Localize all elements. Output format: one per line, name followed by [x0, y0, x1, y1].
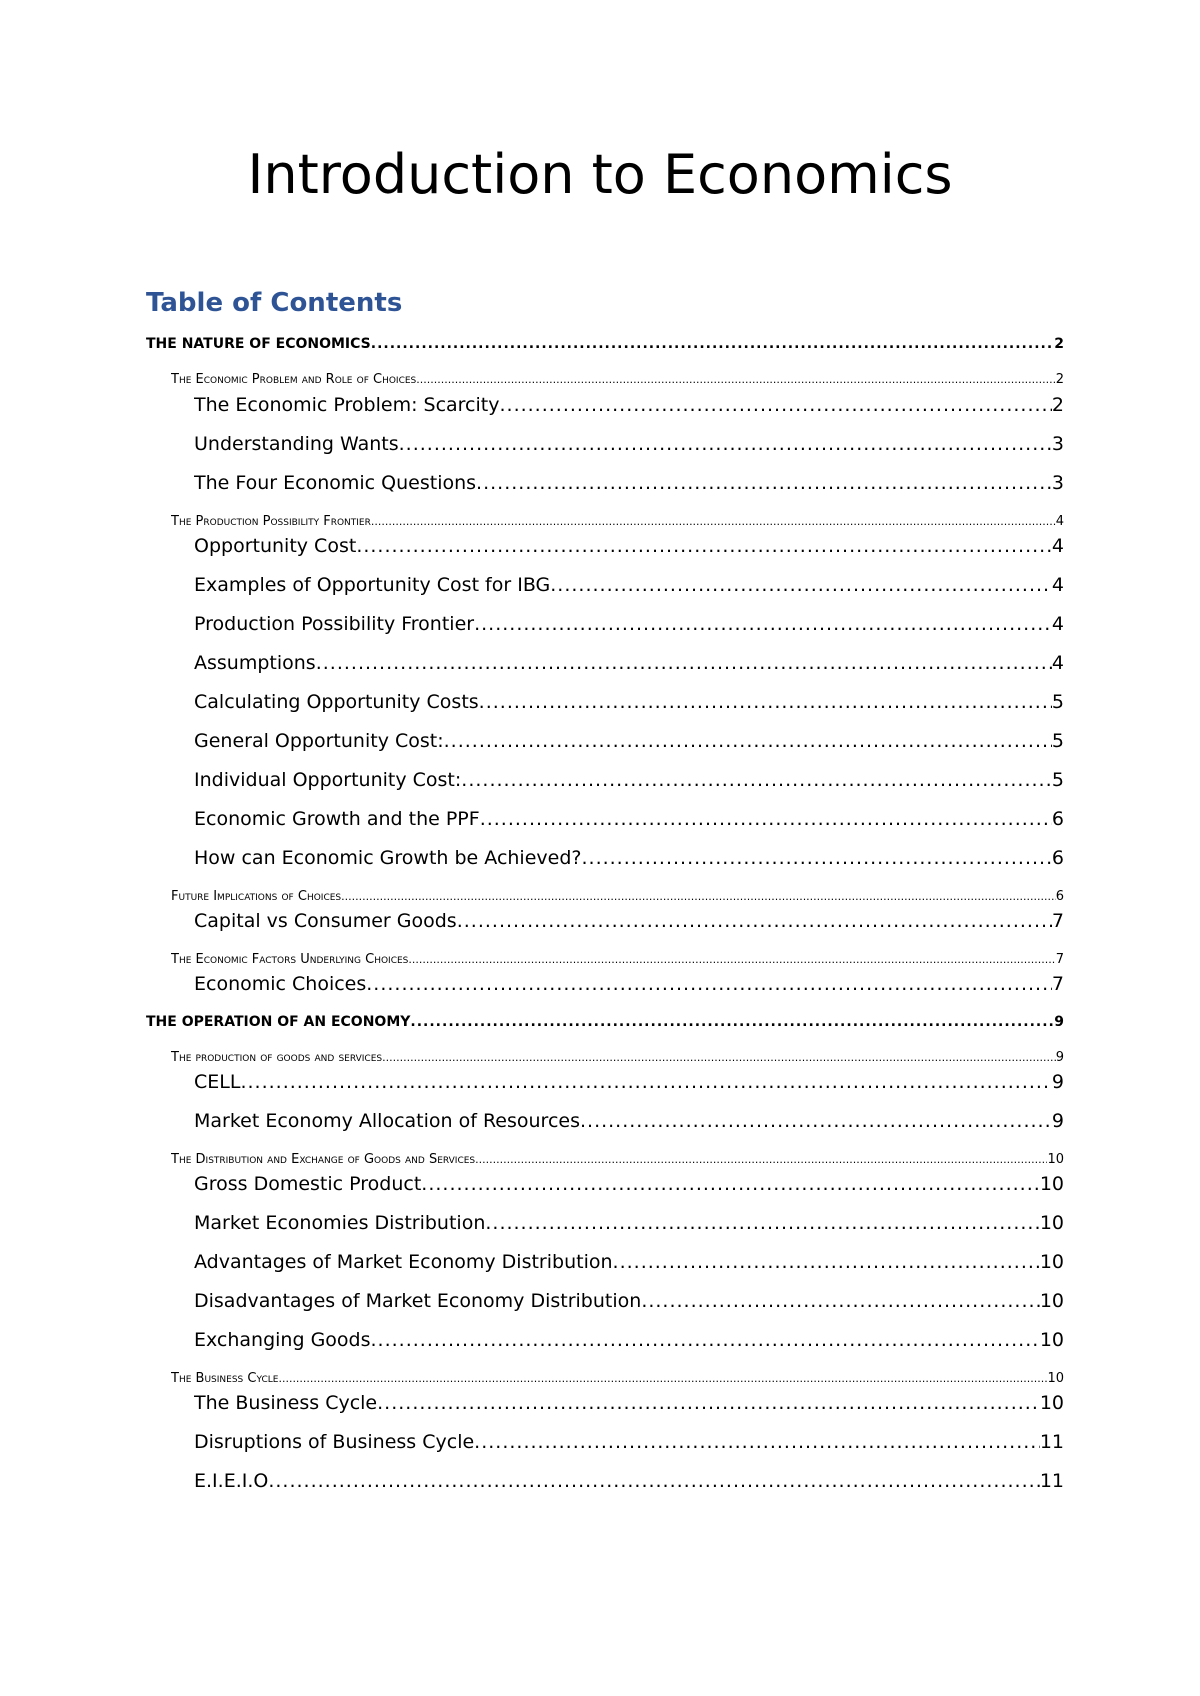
- toc-dot-leader: [316, 650, 1052, 676]
- toc-entry-title: E.I.E.I.O: [194, 1470, 269, 1492]
- toc-page-number: 9: [1055, 1050, 1064, 1065]
- toc-entry-title: Calculating Opportunity Costs: [194, 691, 479, 713]
- toc-entry-title: Exchanging Goods: [194, 1329, 371, 1351]
- toc-page-number: 6: [1051, 847, 1064, 869]
- toc-page-number: 10: [1047, 1152, 1064, 1167]
- toc-entry-level2[interactable]: [171, 888, 1064, 906]
- toc-entry-level2[interactable]: [171, 1370, 1064, 1388]
- toc-page-number: 2: [1054, 336, 1064, 352]
- toc-page-number: 5: [1051, 769, 1064, 791]
- toc-page-number: 7: [1051, 973, 1064, 995]
- toc-page-number: 4: [1051, 535, 1064, 557]
- toc-dot-leader: [476, 470, 1052, 496]
- toc-entry-title: Examples of Opportunity Cost for IBG: [194, 574, 551, 596]
- toc-page-number: 11: [1039, 1470, 1064, 1492]
- toc-page-number: 9: [1054, 1014, 1064, 1030]
- toc-entry-level2[interactable]: [171, 371, 1064, 389]
- toc-dot-leader: [499, 392, 1051, 418]
- toc-entry-title: How can Economic Growth be Achieved?: [194, 847, 582, 869]
- toc-dot-leader: [461, 767, 1052, 793]
- toc-entry-title: Economic Choices: [194, 973, 367, 995]
- toc-page-number: 5: [1051, 691, 1064, 713]
- toc-entry-title: General Opportunity Cost:: [194, 730, 444, 752]
- toc-page-number: 11: [1039, 1431, 1064, 1453]
- toc-dot-leader: [410, 1012, 1054, 1032]
- toc-entry-title: The Economic Problem and Role of Choices: [171, 372, 417, 387]
- toc-entry-level3[interactable]: [194, 1390, 1064, 1416]
- toc-page-number: 2: [1051, 394, 1064, 416]
- toc-page-number: 10: [1039, 1173, 1064, 1195]
- toc-page-number: 3: [1051, 433, 1064, 455]
- toc-entry-title: The production of goods and services: [171, 1050, 383, 1065]
- toc-entry-level2[interactable]: [171, 1151, 1064, 1169]
- toc-entry-title: THE NATURE OF ECONOMICS: [146, 336, 371, 352]
- toc-entry-title: Economic Growth and the PPF: [194, 808, 480, 830]
- toc-entry-title: Gross Domestic Product: [194, 1173, 422, 1195]
- toc-dot-leader: [240, 1069, 1051, 1095]
- toc-dot-leader: [356, 533, 1052, 559]
- toc-entry-title: Disadvantages of Market Economy Distribution: [194, 1290, 642, 1312]
- toc-page-number: 9: [1051, 1110, 1064, 1132]
- document-title: Introduction to Economics: [247, 143, 953, 206]
- toc-page-number: 10: [1039, 1290, 1064, 1312]
- toc-entry-level2[interactable]: [171, 513, 1064, 531]
- toc-entry-title: Production Possibility Frontier: [194, 613, 475, 635]
- toc-dot-leader: [474, 611, 1052, 637]
- toc-page-number: 9: [1051, 1071, 1064, 1093]
- toc-entry-level3[interactable]: [194, 611, 1064, 637]
- toc-dot-leader: [480, 806, 1052, 832]
- toc-dot-leader: [366, 971, 1052, 997]
- toc-entry-level3[interactable]: [194, 1429, 1064, 1455]
- toc-entry-level3[interactable]: [194, 572, 1064, 598]
- toc-entry-title: Market Economies Distribution: [194, 1212, 486, 1234]
- toc-dot-leader: [641, 1288, 1040, 1314]
- toc-page-number: 6: [1055, 889, 1064, 904]
- toc-entry-level3[interactable]: [194, 1288, 1064, 1314]
- toc-entry-level3[interactable]: [194, 845, 1064, 871]
- toc-dot-leader: [613, 1249, 1040, 1275]
- toc-entry-level3[interactable]: [194, 431, 1064, 457]
- toc-page-number: 5: [1051, 730, 1064, 752]
- toc-dot-leader: [382, 1049, 1056, 1067]
- toc-dot-leader: [371, 1327, 1040, 1353]
- toc-entry-title: Opportunity Cost: [194, 535, 357, 557]
- toc-entry-level3[interactable]: [194, 908, 1064, 934]
- toc-dot-leader: [377, 1390, 1040, 1416]
- toc-page-number: 4: [1051, 613, 1064, 635]
- toc-dot-leader: [371, 513, 1056, 531]
- toc-entry-level3[interactable]: [194, 533, 1064, 559]
- toc-entry-level2[interactable]: [171, 1049, 1064, 1067]
- toc-entry-title: The Distribution and Exchange of Goods and Services: [171, 1152, 476, 1167]
- toc-entry-title: CELL: [194, 1071, 241, 1093]
- toc-dot-leader: [341, 888, 1056, 906]
- toc-entry-level3[interactable]: [194, 650, 1064, 676]
- toc-dot-leader: [408, 951, 1055, 969]
- toc-entry-level3[interactable]: [194, 728, 1064, 754]
- toc-entry-title: THE OPERATION OF AN ECONOMY: [146, 1014, 411, 1030]
- toc-page-number: 10: [1039, 1329, 1064, 1351]
- toc-dot-leader: [371, 334, 1054, 354]
- toc-dot-leader: [416, 371, 1055, 389]
- toc-entry-level1[interactable]: [146, 334, 1064, 354]
- toc-entry-level1[interactable]: [146, 1012, 1064, 1032]
- toc-entry-level3[interactable]: [194, 689, 1064, 715]
- toc-entry-title: Market Economy Allocation of Resources: [194, 1110, 580, 1132]
- toc-entry-title: The Economic Problem: Scarcity: [194, 394, 500, 416]
- toc-entry-level3[interactable]: [194, 971, 1064, 997]
- toc-dot-leader: [475, 1151, 1047, 1169]
- toc-page-number: 7: [1051, 910, 1064, 932]
- toc-entry-level3[interactable]: [194, 1249, 1064, 1275]
- toc-heading: Table of Contents: [146, 288, 403, 318]
- toc-entry-level2[interactable]: [171, 951, 1064, 969]
- toc-page-number: 2: [1055, 372, 1064, 387]
- toc-dot-leader: [474, 1429, 1040, 1455]
- toc-dot-leader: [457, 908, 1052, 934]
- toc-entry-level3[interactable]: [194, 1108, 1064, 1134]
- toc-entry-level3[interactable]: [194, 1327, 1064, 1353]
- toc-entry-title: Understanding Wants: [194, 433, 399, 455]
- toc-entry-title: Individual Opportunity Cost:: [194, 769, 462, 791]
- toc-dot-leader: [268, 1468, 1039, 1494]
- toc-dot-leader: [581, 845, 1051, 871]
- toc-entry-level3[interactable]: [194, 1210, 1064, 1236]
- toc-entry-level3[interactable]: [194, 767, 1064, 793]
- toc-page-number: 7: [1055, 952, 1064, 967]
- toc-entry-level3[interactable]: [194, 1468, 1064, 1494]
- toc-dot-leader: [399, 431, 1052, 457]
- toc-entry-title: The Four Economic Questions: [194, 472, 477, 494]
- toc-entry-title: The Production Possibility Frontier: [171, 514, 371, 529]
- toc-page-number: 10: [1039, 1251, 1064, 1273]
- toc-page-number: 4: [1055, 514, 1064, 529]
- toc-entry-title: Capital vs Consumer Goods: [194, 910, 457, 932]
- toc-page-number: 4: [1051, 574, 1064, 596]
- toc-entry-level3[interactable]: [194, 392, 1064, 418]
- toc-page-number: 3: [1051, 472, 1064, 494]
- toc-dot-leader: [550, 572, 1052, 598]
- toc-dot-leader: [479, 689, 1052, 715]
- toc-dot-leader: [421, 1171, 1040, 1197]
- toc-entry-title: The Business Cycle: [194, 1392, 378, 1414]
- toc-dot-leader: [444, 728, 1052, 754]
- toc-entry-title: The Business Cycle: [171, 1371, 279, 1386]
- toc-page-number: 10: [1039, 1392, 1064, 1414]
- toc-page-number: 10: [1047, 1371, 1064, 1386]
- toc-dot-leader: [580, 1108, 1052, 1134]
- toc-entry-level3[interactable]: [194, 470, 1064, 496]
- toc-entry-level3[interactable]: [194, 806, 1064, 832]
- toc-dot-leader: [278, 1370, 1047, 1388]
- toc-entry-level3[interactable]: [194, 1171, 1064, 1197]
- toc-page-number: 4: [1051, 652, 1064, 674]
- toc-page-number: 10: [1039, 1212, 1064, 1234]
- toc-entry-title: Advantages of Market Economy Distribution: [194, 1251, 613, 1273]
- toc-entry-title: The Economic Factors Underlying Choices: [171, 952, 409, 967]
- toc-entry-level3[interactable]: [194, 1069, 1064, 1095]
- toc-dot-leader: [485, 1210, 1039, 1236]
- toc-entry-title: Assumptions: [194, 652, 316, 674]
- toc-page-number: 6: [1051, 808, 1064, 830]
- toc-entry-title: Future Implications of Choices: [171, 889, 342, 904]
- toc-entry-title: Disruptions of Business Cycle: [194, 1431, 475, 1453]
